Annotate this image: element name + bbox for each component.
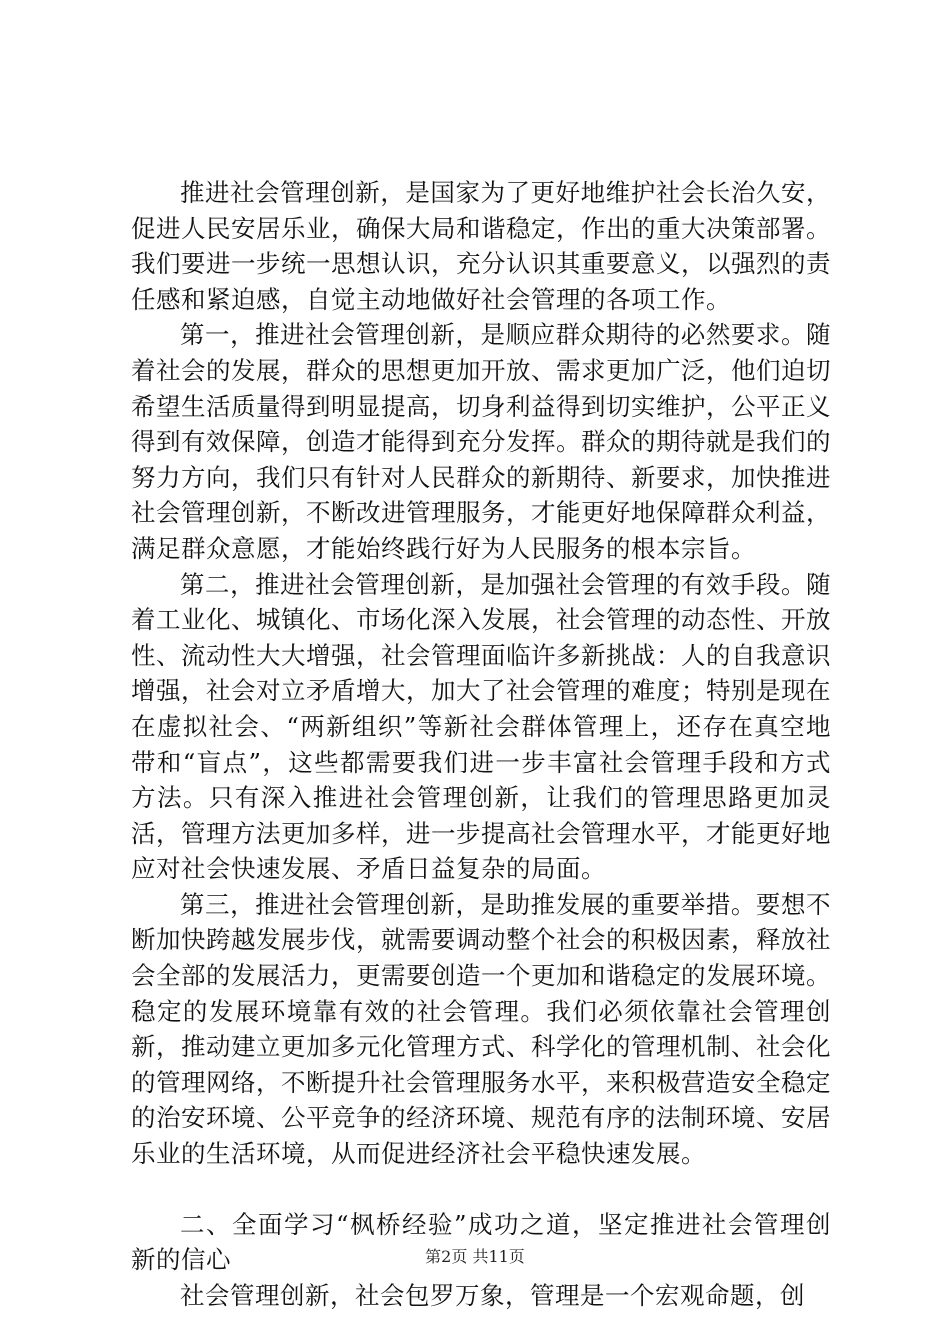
- section-opening-paragraph: 社会管理创新，社会包罗万象，管理是一个宏观命题，创: [180, 1280, 805, 1310]
- point-two-paragraph: 第二，推进社会管理创新，是加强社会管理的有效手段。随着工业化、城镇化、市场化深入发展，社会管理的动态性、开放性、流动性大大增强，社会管理面临许多新挑战：人的自我意识增强，社会对立矛盾增大，加大了社会管理的难度；特别是现在在虚拟社会、“两新组织”等新社会群体管理上，还存在真空地带和“盲点”，这些都需要我们进一步丰富社会管理手段和方式方法。只有深入推进社会管理创新，让我们的管理思路更加灵活，管理方法更加多样，进一步提高社会管理水平，才能更好地应对社会快速发展、矛盾日益复杂的局面。: [131, 569, 831, 884]
- document-body: [131, 175, 831, 1313]
- intro-paragraph: 推进社会管理创新，是国家为了更好地维护社会长治久安，促进人民安居乐业，确保大局和谐稳定，作出的重大决策部署。我们要进一步统一思想认识，充分认识其重要意义，以强烈的责任感和紧迫感，自觉主动地做好社会管理的各项工作。: [131, 178, 831, 314]
- point-three-paragraph: 第三，推进社会管理创新，是助推发展的重要举措。要想不断加快跨越发展步伐，就需要调动整个社会的积极因素，释放社会全部的发展活力，更需要创造一个更加和谐稳定的发展环境。稳定的发展环境靠有效的社会管理。我们必须依靠社会管理创新，推动建立更加多元化管理方式、科学化的管理机制、社会化的管理网络，不断提升社会管理服务水平，来积极营造安全稳定的治安环境、公平竞争的经济环境、规范有序的法制环境、安居乐业的生活环境，从而促进经济社会平稳快速发展。: [131, 889, 831, 1169]
- point-one-paragraph: 第一，推进社会管理创新，是顺应群众期待的必然要求。随着社会的发展，群众的思想更加开放、需求更加广泛，他们迫切希望生活质量得到明显提高，切身利益得到切实维护，公平正义得到有效保障，创造才能得到充分发挥。群众的期待就是我们的努力方向，我们只有针对人民群众的新期待、新要求，加快推进社会管理创新，不断改进管理服务，才能更好地保障群众利益，满足群众意愿，才能始终践行好为人民服务的根本宗旨。: [131, 320, 831, 563]
- section-heading: 二、全面学习“枫桥经验”成功之道，坚定推进社会管理创新的信心: [131, 1209, 831, 1275]
- page-number-footer: 第2页 共11页: [425, 1247, 525, 1266]
